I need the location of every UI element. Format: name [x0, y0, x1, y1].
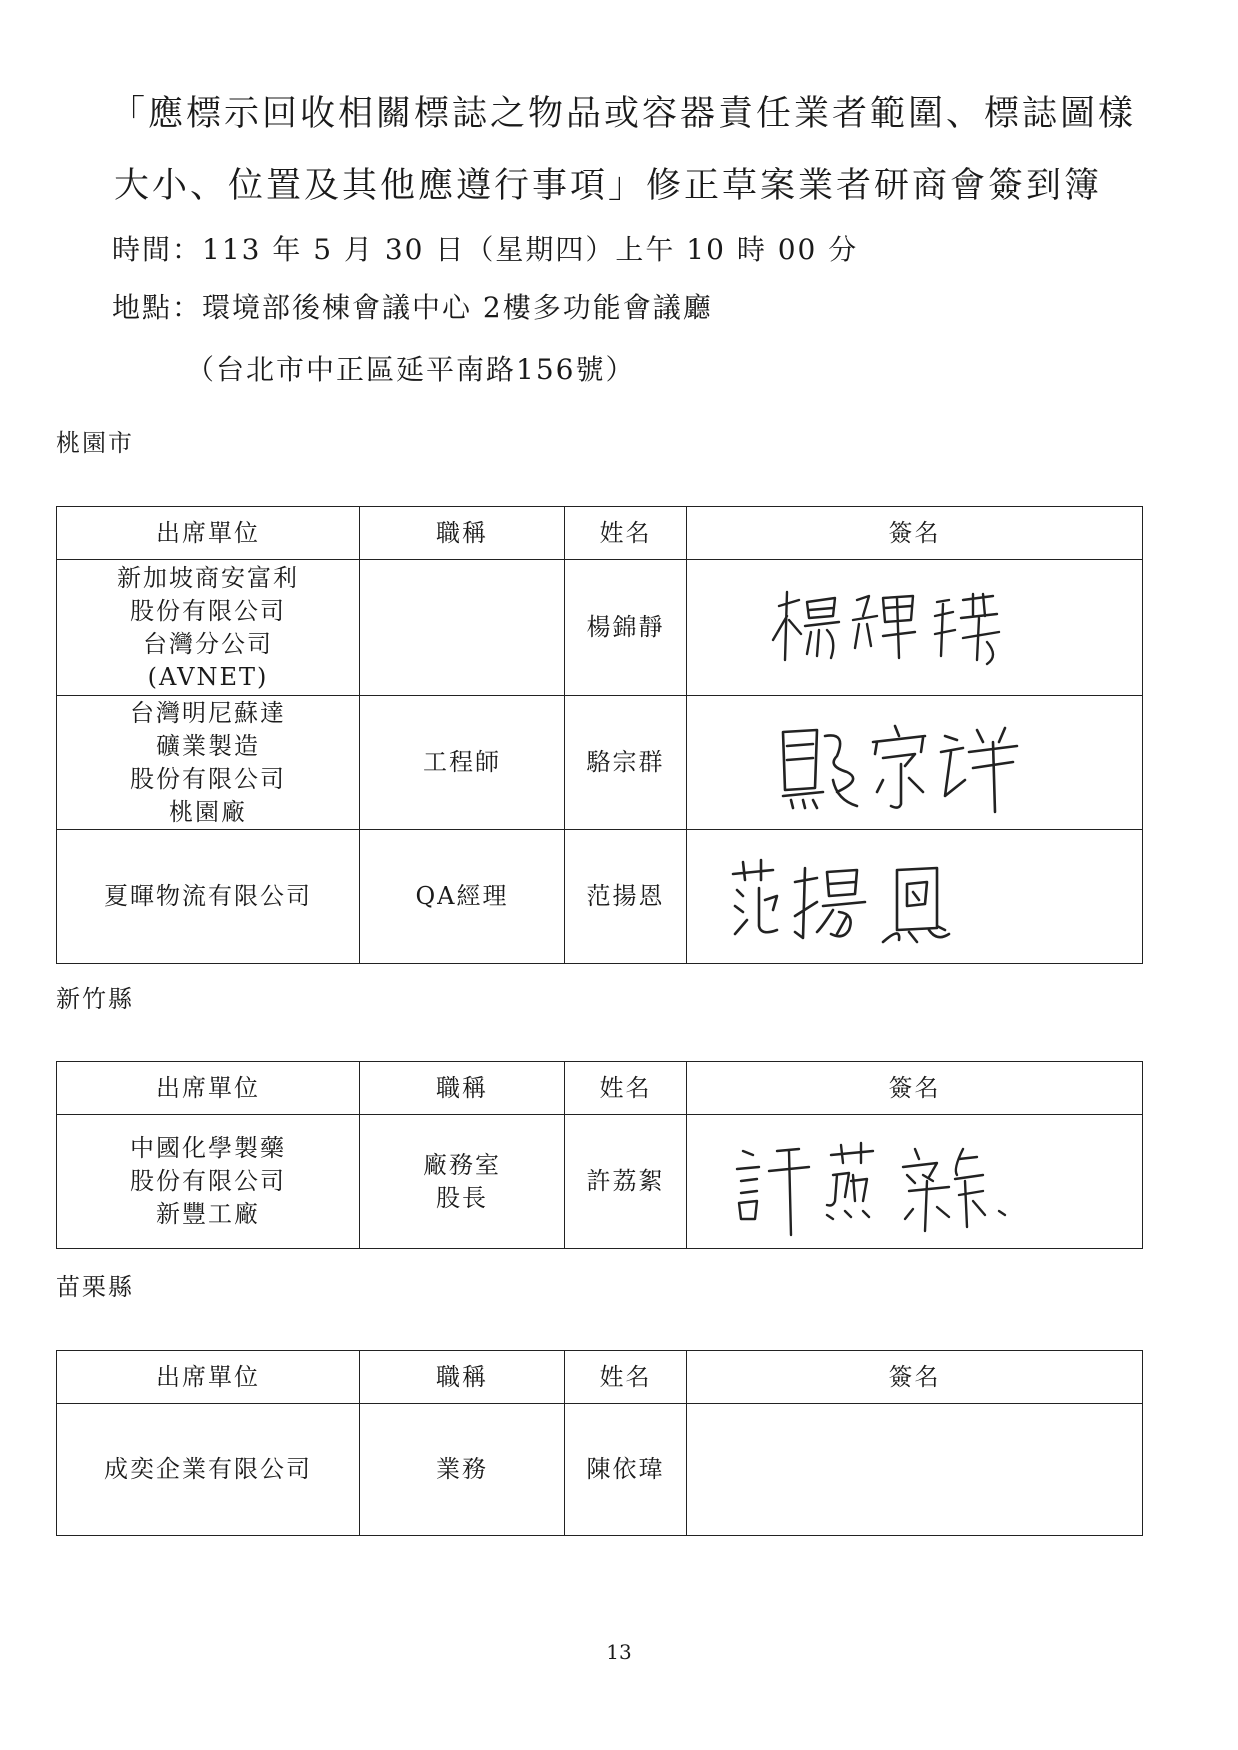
table-row [57, 830, 1143, 964]
handwritten-signature [687, 830, 1137, 962]
header-title: 職稱 [360, 1351, 565, 1404]
header-signature: 簽名 [687, 507, 1143, 560]
signature-cell [687, 560, 1143, 696]
unit-line: 股份有限公司 [130, 1167, 286, 1195]
name-cell: 陳依瑋 [565, 1404, 687, 1536]
unit-line: 礦業製造 [156, 731, 260, 760]
signin-table-miaoli [56, 1350, 1143, 1536]
name-cell: 楊錦靜 [565, 560, 687, 696]
doc-title-line-2: 大小、位置及其他應遵行事項」修正草案業者研商會簽到簿 [114, 166, 1103, 206]
title-cell: QA經理 [360, 830, 565, 964]
signature-cell [687, 1115, 1143, 1249]
title-cell: 業務 [360, 1404, 565, 1536]
handwritten-signature [687, 560, 1137, 694]
handwritten-signature [687, 1115, 1137, 1247]
signin-table-hsinchu [56, 1061, 1143, 1249]
unit-cell [57, 696, 360, 830]
name-cell: 駱宗群 [565, 696, 687, 830]
meeting-location: 地點：環境部後棟會議中心 2樓多功能會議廳 [112, 291, 713, 324]
header-title: 職稱 [360, 507, 565, 560]
signin-table-taoyuan [56, 506, 1143, 964]
table-header-row [57, 1351, 1143, 1404]
table-row [57, 696, 1143, 830]
unit-line: 台灣明尼蘇達 [130, 698, 286, 727]
header-unit: 出席單位 [57, 1351, 360, 1404]
unit-cell: 成奕企業有限公司 [57, 1404, 360, 1536]
unit-line: 桃園廠 [169, 797, 247, 826]
unit-line: 新豐工廠 [156, 1200, 260, 1228]
name-cell: 許荔絮 [565, 1115, 687, 1249]
header-name: 姓名 [565, 507, 687, 560]
unit-line: 股份有限公司 [130, 764, 286, 793]
table-row [57, 560, 1143, 696]
doc-title-line-1: 「應標示回收相關標誌之物品或容器責任業者範圍、標誌圖樣 [110, 94, 1137, 134]
meeting-time: 時間：113 年 5 月 30 日（星期四）上午 10 時 00 分 [112, 233, 859, 266]
unit-line: 台灣分公司 [143, 629, 273, 658]
unit-line: 中國化學製藥 [130, 1134, 286, 1162]
title-cell [360, 1115, 565, 1249]
signature-cell [687, 696, 1143, 830]
header-name: 姓名 [565, 1062, 687, 1115]
title-cell [360, 560, 565, 696]
header-title: 職稱 [360, 1062, 565, 1115]
header-name: 姓名 [565, 1351, 687, 1404]
unit-line: 股份有限公司 [130, 596, 286, 625]
meeting-address: （台北市中正區延平南路156號） [186, 353, 636, 386]
section-label-taoyuan: 桃園市 [56, 429, 134, 457]
unit-cell [57, 560, 360, 696]
unit-line: 新加坡商安富利 [117, 563, 299, 592]
section-label-miaoli: 苗栗縣 [56, 1273, 134, 1301]
title-line: 工程師 [423, 748, 501, 776]
unit-line: (AVNET) [147, 662, 269, 691]
signature-cell-empty [687, 1404, 1143, 1536]
title-line: 廠務室 [423, 1150, 501, 1179]
header-unit: 出席單位 [57, 1062, 360, 1115]
signature-cell [687, 830, 1143, 964]
unit-cell: 夏暉物流有限公司 [57, 830, 360, 964]
table-row [57, 1115, 1143, 1249]
title-cell [360, 696, 565, 830]
header-signature: 簽名 [687, 1062, 1143, 1115]
header-unit: 出席單位 [57, 507, 360, 560]
header-signature: 簽名 [687, 1351, 1143, 1404]
section-label-hsinchu: 新竹縣 [56, 985, 134, 1013]
page-number: 13 [606, 1640, 632, 1664]
title-line: 股長 [436, 1183, 488, 1212]
unit-cell [57, 1115, 360, 1249]
table-row [57, 1404, 1143, 1536]
handwritten-signature [687, 696, 1137, 828]
table-header-row [57, 1062, 1143, 1115]
table-header-row [57, 507, 1143, 560]
name-cell: 范揚恩 [565, 830, 687, 964]
